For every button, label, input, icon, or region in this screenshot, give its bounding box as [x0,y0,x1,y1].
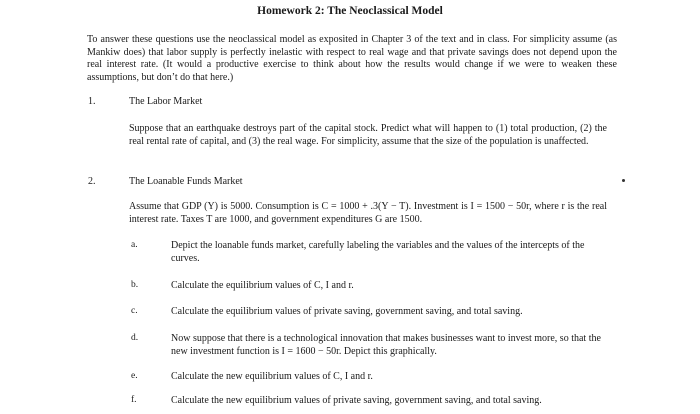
part-a-text: Depict the loanable funds market, carefully labeling the variables and the values of the intercepts of the curves. [171,240,585,264]
part-c-letter: c. [131,306,138,316]
page-title: Homework 2: The Neoclassical Model [257,5,443,17]
question-1-body: Suppose that an earthquake destroys part of the capital stock. Predict what will happen to (1) total production, (2) the real rental rate of capital, and (3) the real wage. For simplicity, assume that the size of the population is unaffected. [129,123,607,147]
part-a-letter: a. [131,240,138,250]
question-1-number: 1. [88,96,96,107]
question-2-body: Assume that GDP (Y) is 5000. Consumption is C = 1000 + .3(Y − T). Investment is I = 1500 − 50r, where r is the real interest rate. Taxes T are 1000, and government expenditures G are 1500. [129,201,607,225]
intro-paragraph: To answer these questions use the neoclassical model as exposited in Chapter 3 of the text and in class. For simplicity assume (as Mankiw does) that labor supply is perfectly inelastic with respect to real wage and that private savings does not depend upon the real interest rate. (It would a productive exercise to think about how the results would change if we were to weaken these assumptions, but don’t do that here.) [87,34,617,83]
question-2-number: 2. [88,176,96,187]
part-d-letter: d. [131,333,139,343]
part-e-letter: e. [131,371,138,381]
part-d-text: Now suppose that there is a technological innovation that makes businesses want to invest more, so that the new investment function is I = 1600 − 50r. Depict this graphically. [171,333,601,357]
part-f-text: Calculate the new equilibrium values of private saving, government saving, and total saving. [171,395,542,406]
part-e-text: Calculate the new equilibrium values of C, I and r. [171,371,373,382]
part-f-letter: f. [131,395,137,405]
part-c-text: Calculate the equilibrium values of private saving, government saving, and total saving. [171,306,523,317]
question-2-title: The Loanable Funds Market [129,176,243,187]
stray-dot [622,179,625,182]
part-b-text: Calculate the equilibrium values of C, I and r. [171,280,354,291]
question-1-title: The Labor Market [129,96,203,107]
part-b-letter: b. [131,280,139,290]
